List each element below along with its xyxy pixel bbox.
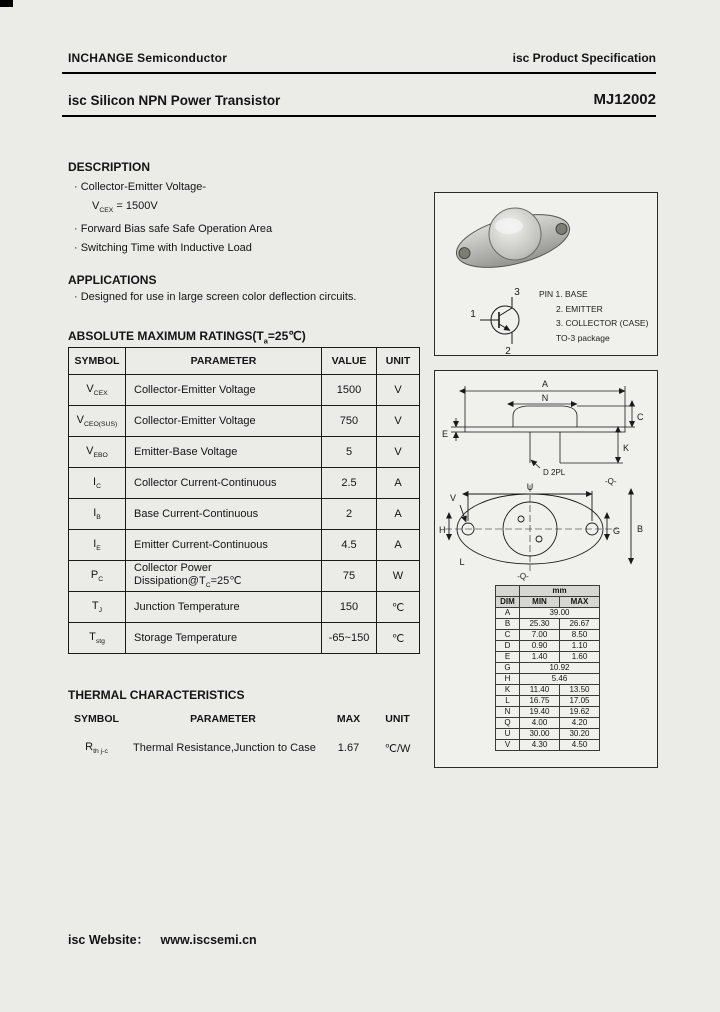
- table-row: [69, 592, 420, 623]
- package-dimensions-box: [434, 370, 658, 768]
- dim-max-cell: 17.05: [560, 696, 600, 707]
- max-ratings-body: [69, 375, 420, 654]
- dim-label-q-side: -Q-: [605, 477, 617, 486]
- max-ratings-heading-suffix: =25℃): [267, 329, 306, 343]
- dim-row: [496, 718, 600, 729]
- value-cell: 2: [322, 499, 377, 530]
- table-header-row: [69, 348, 420, 375]
- symbol-cell: $I_B$: [69, 499, 126, 530]
- dimension-labels: [439, 379, 644, 581]
- dim-label-k: K: [623, 443, 630, 453]
- dim-min-cell: 7.00: [520, 630, 560, 641]
- table-row: [68, 730, 419, 766]
- value-cell: 2.5: [322, 468, 377, 499]
- dim-max-cell: 13.50: [560, 685, 600, 696]
- dim-min-cell: 1.40: [520, 652, 560, 663]
- table-row: [69, 468, 420, 499]
- unit-cell: ℃/W: [384, 742, 411, 755]
- dim-cell: Q: [496, 718, 520, 729]
- dim-max-cell: 1.10: [560, 641, 600, 652]
- col-min: MIN: [520, 597, 560, 608]
- dim-cell: E: [496, 652, 520, 663]
- dim-row: [496, 608, 600, 619]
- table-row: [69, 437, 420, 468]
- symbol-cell: $T_{stg}$: [69, 623, 126, 654]
- thermal-table: [68, 708, 419, 766]
- col-max: MAX: [336, 713, 361, 725]
- table-row: [69, 375, 420, 406]
- unit-cell: A: [377, 499, 420, 530]
- dim-unit-header: mm: [520, 586, 600, 597]
- dim-row: [496, 729, 600, 740]
- unit-cell: ℃: [377, 592, 420, 623]
- unit-cell: ℃: [377, 623, 420, 654]
- header-company: INCHANGE Semiconductor: [68, 51, 228, 65]
- applications-list: [74, 291, 356, 303]
- dim-label-d: D 2PL: [543, 468, 566, 477]
- dim-row: [496, 696, 600, 707]
- description-item: · Forward Bias safe Safe Operation Area: [74, 223, 273, 236]
- parameter-cell: Collector Current-Continuous: [126, 468, 322, 499]
- dim-max-cell: 8.50: [560, 630, 600, 641]
- dim-min-cell: 4.00: [520, 718, 560, 729]
- thermal-heading: THERMAL CHARACTERISTICS: [68, 688, 245, 702]
- dim-max-cell: 26.67: [560, 619, 600, 630]
- applications-item: · Designed for use in large screen color deflection circuits.: [74, 291, 357, 303]
- unit-cell: A: [377, 530, 420, 561]
- footer: [68, 930, 257, 948]
- dim-value-cell: 10.92: [520, 663, 600, 674]
- dim-row: [496, 674, 600, 685]
- pin-line-collector: 3. COLLECTOR (CASE): [556, 318, 649, 328]
- symbol-cell: $V_{CEX}$: [69, 375, 126, 406]
- dim-row: [496, 707, 600, 718]
- dim-cell: U: [496, 729, 520, 740]
- parameter-cell: Emitter Current-Continuous: [126, 530, 322, 561]
- dim-label-c: C: [637, 412, 644, 422]
- vcex-symbol: V: [92, 200, 100, 212]
- dim-min-cell: 11.40: [520, 685, 560, 696]
- pin-number-emitter: 2: [505, 346, 511, 357]
- dim-cell: G: [496, 663, 520, 674]
- dim-header-row: [496, 586, 600, 597]
- table-row: [69, 530, 420, 561]
- footer-label: isc Website：: [68, 933, 150, 947]
- dim-min-cell: 4.30: [520, 740, 560, 751]
- dim-min-cell: 16.75: [520, 696, 560, 707]
- dim-cell: A: [496, 608, 520, 619]
- dim-header-row: [496, 597, 600, 608]
- dimensions-table: [495, 585, 600, 751]
- dim-row: [496, 663, 600, 674]
- value-cell: 750: [322, 406, 377, 437]
- dim-cell: H: [496, 674, 520, 685]
- dim-max-cell: 4.50: [560, 740, 600, 751]
- thermal-body: [68, 730, 419, 766]
- dim-value-cell: 39.00: [520, 608, 600, 619]
- value-cell: -65~150: [322, 623, 377, 654]
- dim-label-a: A: [541, 379, 549, 389]
- description-heading: DESCRIPTION: [68, 160, 151, 174]
- parameter-cell: Collector-Emitter Voltage: [126, 375, 322, 406]
- description-item: · Collector-Emitter Voltage-: [74, 181, 207, 193]
- parameter-cell: Storage Temperature: [126, 623, 322, 654]
- dim-cell: K: [496, 685, 520, 696]
- pin-number-base: 1: [470, 309, 476, 320]
- col-unit: UNIT: [377, 348, 420, 375]
- to3-package-photo: [451, 205, 575, 278]
- parameter-cell: Collector Power $Dissipation@T_C=25℃$: [126, 561, 322, 592]
- pin-line-base: PIN 1. BASE: [539, 289, 588, 299]
- table-row: [69, 561, 420, 592]
- max-ratings-heading-sub: a: [263, 336, 268, 346]
- value-cell: 150: [322, 592, 377, 623]
- top-view: [445, 485, 631, 571]
- dim-cell: L: [496, 696, 520, 707]
- table-row: [69, 406, 420, 437]
- symbol-cell: $R_{th j-c}$: [85, 740, 108, 756]
- package-photo-box: [434, 192, 658, 356]
- dim-cell: V: [496, 740, 520, 751]
- dim-label-q-bottom: -Q-: [517, 572, 529, 581]
- part-number: MJ12002: [593, 91, 656, 108]
- dim-value-cell: 5.46: [520, 674, 600, 685]
- dim-label-v: V: [449, 493, 457, 503]
- col-unit: UNIT: [385, 713, 410, 725]
- col-symbol: SYMBOL: [69, 348, 126, 375]
- dim-label-u: U: [526, 482, 534, 492]
- dim-row: [496, 630, 600, 641]
- dim-unit-corner: [496, 586, 520, 597]
- dim-row: [496, 641, 600, 652]
- dim-max-cell: 19.62: [560, 707, 600, 718]
- description-item: · Switching Time with Inductive Load: [74, 242, 252, 255]
- col-symbol: SYMBOL: [74, 713, 119, 725]
- package-dimension-drawing: [435, 371, 657, 583]
- dim-min-cell: 19.40: [520, 707, 560, 718]
- symbol-cell: $V_{EBO}$: [69, 437, 126, 468]
- dim-cell: D: [496, 641, 520, 652]
- symbol-cell: $T_J$: [69, 592, 126, 623]
- parameter-cell: Base Current-Continuous: [126, 499, 322, 530]
- pin-description: [539, 287, 648, 345]
- col-max: MAX: [560, 597, 600, 608]
- vcex-subscript: CEX: [99, 207, 114, 215]
- unit-cell: A: [377, 468, 420, 499]
- dim-cell: N: [496, 707, 520, 718]
- transistor-symbol: [480, 297, 519, 344]
- dim-max-cell: 1.60: [560, 652, 600, 663]
- table-row: [69, 623, 420, 654]
- header-spec: isc Product Specification: [512, 51, 656, 65]
- table-header-row: [68, 708, 419, 730]
- value-cell: 1.67: [337, 742, 360, 754]
- description-item-vcex: [74, 197, 272, 220]
- dim-table-body: [496, 608, 600, 751]
- parameter-cell: Junction Temperature: [126, 592, 322, 623]
- page-title: isc Silicon NPN Power Transistor: [68, 93, 281, 108]
- value-cell: 1500: [322, 375, 377, 406]
- dim-row: [496, 740, 600, 751]
- table-row: [69, 499, 420, 530]
- symbol-cell: $V_{CEO(SUS)}$: [69, 406, 126, 437]
- col-parameter: PARAMETER: [190, 713, 256, 725]
- value-cell: 5: [322, 437, 377, 468]
- symbol-cell: $I_E$: [69, 530, 126, 561]
- dim-row: [496, 685, 600, 696]
- dim-max-cell: 4.20: [560, 718, 600, 729]
- dim-label-g: G: [613, 526, 621, 536]
- dim-label-b: B: [637, 524, 644, 534]
- dim-label-l: L: [459, 557, 465, 567]
- unit-cell: V: [377, 437, 420, 468]
- description-list: [74, 178, 272, 258]
- symbol-cell: $P_C$: [69, 561, 126, 592]
- dim-min-cell: 30.00: [520, 729, 560, 740]
- vcex-value: = 1500V: [113, 200, 158, 212]
- dim-label-n: N: [541, 393, 549, 403]
- dim-cell: C: [496, 630, 520, 641]
- value-cell: 75: [322, 561, 377, 592]
- max-ratings-heading: [68, 329, 306, 345]
- package-type-label: TO-3 package: [556, 332, 610, 343]
- pin-number-collector: 3: [514, 287, 520, 298]
- unit-cell: W: [377, 561, 420, 592]
- parameter-cell: Collector-Emitter Voltage: [126, 406, 322, 437]
- header-rule: [62, 72, 656, 74]
- col-parameter: PARAMETER: [126, 348, 322, 375]
- col-dim: DIM: [496, 597, 520, 608]
- applications-heading: APPLICATIONS: [68, 273, 157, 287]
- dim-cell: B: [496, 619, 520, 630]
- dim-min-cell: 25.30: [520, 619, 560, 630]
- max-ratings-table: [68, 347, 420, 654]
- symbol-cell: $I_C$: [69, 468, 126, 499]
- dim-row: [496, 619, 600, 630]
- unit-cell: V: [377, 375, 420, 406]
- dim-max-cell: 30.20: [560, 729, 600, 740]
- value-cell: 4.5: [322, 530, 377, 561]
- parameter-cell: Thermal Resistance,Junction to Case: [133, 742, 316, 754]
- footer-url: www.iscsemi.cn: [160, 933, 257, 947]
- dim-min-cell: 0.90: [520, 641, 560, 652]
- dim-label-h: H: [439, 525, 446, 535]
- title-rule: [62, 115, 656, 117]
- scan-artifact: [0, 0, 13, 7]
- dim-row: [496, 652, 600, 663]
- parameter-cell: Emitter-Base Voltage: [126, 437, 322, 468]
- unit-cell: V: [377, 406, 420, 437]
- dim-label-e: E: [441, 429, 449, 439]
- pin-line-emitter: 2. EMITTER: [556, 303, 603, 314]
- col-value: VALUE: [322, 348, 377, 375]
- max-ratings-heading-text: ABSOLUTE MAXIMUM RATINGS(T: [68, 329, 264, 343]
